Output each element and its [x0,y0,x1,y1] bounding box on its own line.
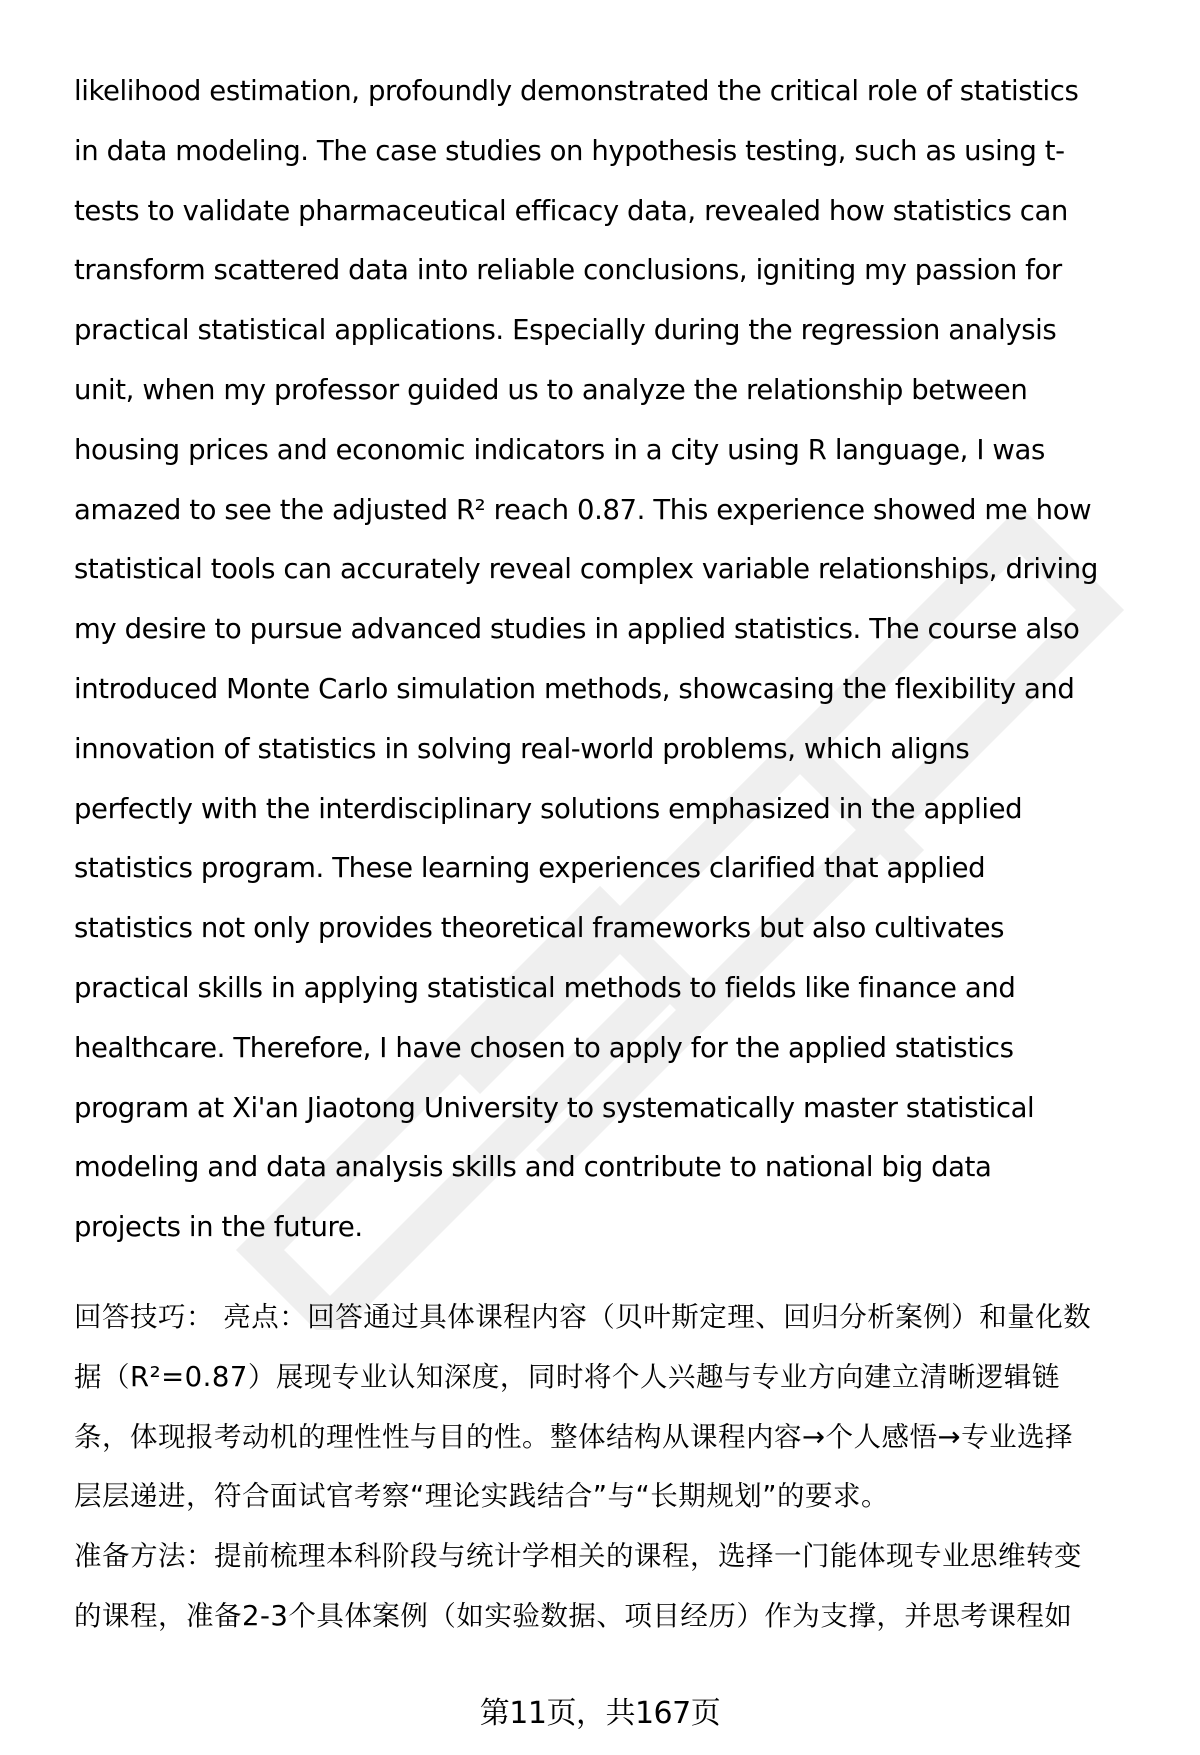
text-line: tests to validate pharmaceutical efficacy data, revealed how statistics can [74,194,1068,227]
text-line: innovation of statistics in solving real-world problems, which aligns [74,732,970,765]
text-line: modeling and data analysis skills and contribute to national big data [74,1151,992,1184]
preparation-method-paragraph [74,1527,1164,1647]
text-line: 条，体现报考动机的理性性与目的性。整体结构从课程内容→个人感悟→专业选择 [74,1420,1074,1453]
text-line: in data modeling. The case studies on hypothesis testing, such as using t- [74,134,1065,167]
text-line: my desire to pursue advanced studies in applied statistics. The course also [74,613,1080,646]
document-body [74,62,1164,1647]
page-indicator: 第11页，共167页 [479,1696,721,1731]
paragraph-spacer [74,1258,1164,1288]
text-line: likelihood estimation, profoundly demonstrated the critical role of statistics [74,75,1079,107]
text-line: perfectly with the interdisciplinary solutions emphasized in the applied [74,792,1023,825]
text-line: 回答技巧： 亮点：回答通过具体课程内容（贝叶斯定理、回归分析案例）和量化数 [74,1300,1092,1333]
answer-paragraph [74,62,1164,1258]
text-line: statistics not only provides theoretical frameworks but also cultivates [74,912,1005,945]
text-line: housing prices and economic indicators in a city using R language, I was [74,433,1045,466]
text-line: 准备方法：提前梳理本科阶段与统计学相关的课程，选择一门能体现专业思维转变 [74,1540,1082,1573]
text-line: projects in the future. [74,1211,363,1244]
text-line: statistical tools can accurately reveal complex variable relationships, driving [74,553,1098,586]
text-line: practical skills in applying statistical methods to fields like finance and [74,971,1016,1004]
text-line: transform scattered data into reliable conclusions, igniting my passion for [74,254,1062,287]
text-line: 的课程，准备2-3个具体案例（如实验数据、项目经历）作为支撑，并思考课程如 [74,1599,1073,1632]
text-line: unit, when my professor guided us to analyze the relationship between [74,373,1028,406]
text-line: introduced Monte Carlo simulation methods, showcasing the flexibility and [74,672,1075,705]
text-line: practical statistical applications. Especially during the regression analysis [74,314,1057,347]
text-line: program at Xi'an Jiaotong University to systematically master statistical [74,1091,1035,1124]
text-line: healthcare. Therefore, I have chosen to apply for the applied statistics [74,1031,1014,1064]
text-line: 层层递进，符合面试官考察“理论实践结合”与“长期规划”的要求。 [74,1480,889,1513]
text-line: amazed to see the adjusted R² reach 0.87. This experience showed me how [74,493,1092,526]
text-line: statistics program. These learning experiences clarified that applied [74,852,986,885]
text-line: 据（R²=0.87）展现专业认知深度，同时将个人兴趣与专业方向建立清晰逻辑链 [74,1360,1060,1393]
answer-tips-paragraph [74,1288,1164,1527]
